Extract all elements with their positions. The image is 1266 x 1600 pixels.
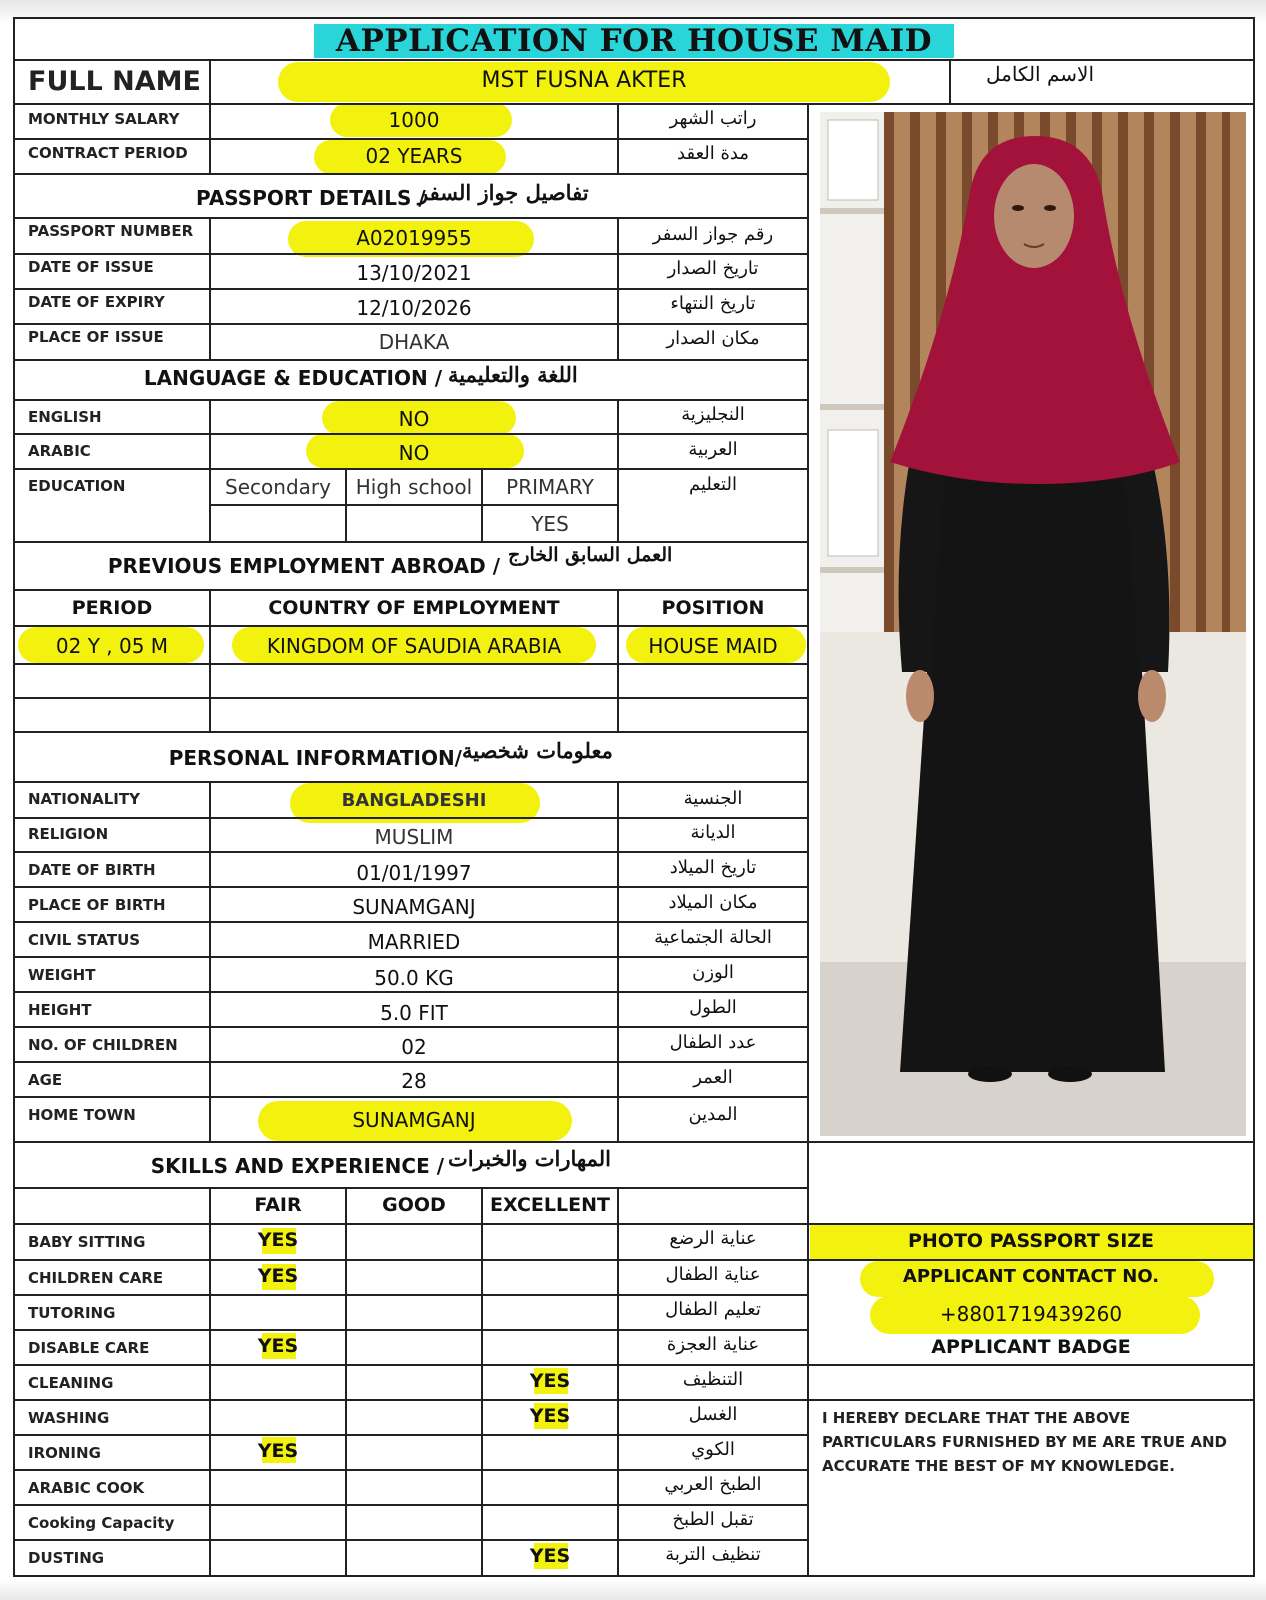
children-value: 02 [401,1035,427,1059]
home-town-label: HOME TOWN [28,1106,136,1124]
employment-country-value: KINGDOM OF SAUDIA ARABIA [266,634,562,658]
skill-arabic-label: تعليم الطفال [665,1299,761,1320]
skills-heading-arabic: المهارات والخبرات [448,1146,611,1171]
monthly-salary-arabic: راتب الشهر [669,108,757,129]
place-of-issue-value: DHAKA [378,330,450,354]
personal-heading-arabic: معلومات شخصية [462,738,613,763]
declaration-text: I HEREBY DECLARE THAT THE ABOVE PARTICULARS FURNISHED BY ME ARE TRUE AND ACCURATE THE BEST OF MY KNOWLEDGE. [822,1409,1227,1475]
nationality-value: BANGLADESHI [341,790,487,811]
age-label: AGE [28,1071,63,1089]
badge-label: APPLICANT BADGE [931,1336,1131,1358]
place-of-birth-value: SUNAMGANJ [352,895,476,919]
education-col-primary: PRIMARY [506,475,594,499]
employment-col-country: COUNTRY OF EMPLOYMENT [268,597,560,619]
date-of-expiry-value: 12/10/2026 [356,296,472,320]
skill-fair-value: YES [257,1440,299,1462]
employment-col-period: PERIOD [71,597,153,619]
home-town-value: SUNAMGANJ [352,1108,476,1132]
contract-period-arabic: مدة العقد [677,143,749,164]
skill-arabic-label: الطبخ العربي [664,1474,762,1495]
height-arabic: الطول [689,997,737,1018]
full-name-value: MST FUSNA AKTER [481,68,687,93]
place-of-birth-label: PLACE OF BIRTH [28,896,166,914]
skill-excellent-value: YES [529,1545,571,1567]
skill-fair-value: YES [257,1335,299,1357]
home-town-arabic: المدين [688,1104,738,1125]
english-value: NO [398,407,430,431]
place-of-birth-arabic: مكان الميلاد [668,892,758,913]
civil-status-label: CIVIL STATUS [28,931,141,949]
date-of-issue-value: 13/10/2021 [356,261,472,285]
skill-label: BABY SITTING [28,1233,146,1251]
full-name-arabic: الاسم الكامل [985,62,1095,86]
english-arabic: النجليزية [681,404,745,425]
skill-label: DUSTING [28,1549,105,1567]
employment-heading: PREVIOUS EMPLOYMENT ABROAD / [107,554,500,578]
date-of-issue-arabic: تاريخ الصدار [667,258,759,279]
skill-label: ARABIC COOK [28,1479,145,1497]
arabic-label: ARABIC [28,442,91,460]
employment-col-position: POSITION [661,597,765,619]
nationality-label: NATIONALITY [28,790,140,808]
contact-value: +8801719439260 [939,1302,1123,1326]
arabic-arabic: العربية [688,439,738,460]
skill-label: CHILDREN CARE [28,1269,164,1287]
skill-arabic-label: التنظيف [682,1369,744,1390]
date-of-birth-label: DATE OF BIRTH [28,861,156,879]
place-of-issue-arabic: مكان الصدار [666,328,760,349]
passport-heading-arabic: تفاصيل جواز السفر [418,180,589,205]
age-value: 28 [401,1069,427,1093]
height-value: 5.0 FIT [380,1001,448,1025]
personal-heading: PERSONAL INFORMATION/ [168,746,462,770]
passport-number-value: A02019955 [356,226,472,250]
religion-value: MUSLIM [374,825,454,849]
skill-excellent-value: YES [529,1370,571,1392]
contract-period-label: CONTRACT PERIOD [28,144,188,162]
arabic-value: NO [398,441,430,465]
skill-excellent-value: YES [529,1405,571,1427]
civil-status-value: MARRIED [367,930,461,954]
skill-label: IRONING [28,1444,101,1462]
skill-arabic-label: الكوي [691,1439,735,1460]
weight-label: WEIGHT [28,966,96,984]
passport-number-arabic: رقم جواز السفر [652,224,774,245]
date-of-expiry-arabic: تاريخ النتهاء [670,293,756,314]
skill-label: DISABLE CARE [28,1339,150,1357]
children-label: NO. OF CHILDREN [28,1036,178,1054]
education-col-highschool: High school [355,475,473,499]
passport-heading: PASSPORT DETAILS / [196,186,426,210]
date-of-expiry-label: DATE OF EXPIRY [28,293,165,311]
skills-col-excellent: EXCELLENT [490,1194,610,1216]
employment-position-value: HOUSE MAID [648,634,778,658]
age-arabic: العمر [693,1067,733,1088]
skill-arabic-label: تنظيف التربة [665,1544,761,1565]
skill-fair-value: YES [257,1265,299,1287]
language-heading: LANGUAGE & EDUCATION / [143,366,442,390]
skill-label: WASHING [28,1409,110,1427]
monthly-salary-label: MONTHLY SALARY [28,110,180,128]
date-of-issue-label: DATE OF ISSUE [28,258,154,276]
education-arabic: التعليم [689,474,737,495]
photo-caption: PHOTO PASSPORT SIZE [907,1230,1155,1252]
height-label: HEIGHT [28,1001,92,1019]
employment-period-value: 02 Y , 05 M [55,634,169,658]
language-heading-arabic: اللغة والتعليمية [448,362,578,387]
education-col-secondary: Secondary [225,475,331,499]
religion-label: RELIGION [28,825,109,843]
form-title: APPLICATION FOR HOUSE MAID [335,23,933,59]
skill-arabic-label: تقبل الطبخ [672,1509,754,1530]
contract-period-value: 02 YEARS [365,144,463,168]
skill-fair-value: YES [257,1229,299,1251]
religion-arabic: الديانة [690,822,736,843]
date-of-birth-arabic: تاريخ الميلاد [669,857,757,878]
full-name-label: FULL NAME [28,66,201,97]
passport-number-label: PASSPORT NUMBER [28,222,194,240]
skills-col-fair: FAIR [254,1194,302,1216]
applicant-photo [820,112,1246,1136]
weight-value: 50.0 KG [374,966,454,990]
weight-arabic: الوزن [692,962,734,983]
employment-heading-arabic: العمل السابق الخارج [508,544,673,566]
education-primary-value: YES [531,512,569,536]
skills-heading: SKILLS AND EXPERIENCE / [150,1154,444,1178]
skill-arabic-label: الغسل [688,1404,738,1425]
english-label: ENGLISH [28,408,102,426]
skill-label: Cooking Capacity [28,1514,175,1532]
monthly-salary-value: 1000 [388,108,440,132]
skill-arabic-label: عناية الطفال [665,1264,761,1285]
date-of-birth-value: 01/01/1997 [356,861,472,885]
education-label: EDUCATION [28,477,126,495]
civil-status-arabic: الحالة الجتماعية [654,927,772,948]
skill-arabic-label: عناية العجزة [666,1334,760,1355]
skill-arabic-label: عناية الرضع [669,1228,757,1249]
skill-label: CLEANING [28,1374,114,1392]
place-of-issue-label: PLACE OF ISSUE [28,328,164,346]
nationality-arabic: الجنسية [683,788,743,809]
skills-col-good: GOOD [382,1194,446,1216]
skill-label: TUTORING [28,1304,116,1322]
contact-label: APPLICANT CONTACT NO. [902,1266,1160,1287]
children-arabic: عدد الطفال [669,1032,757,1053]
